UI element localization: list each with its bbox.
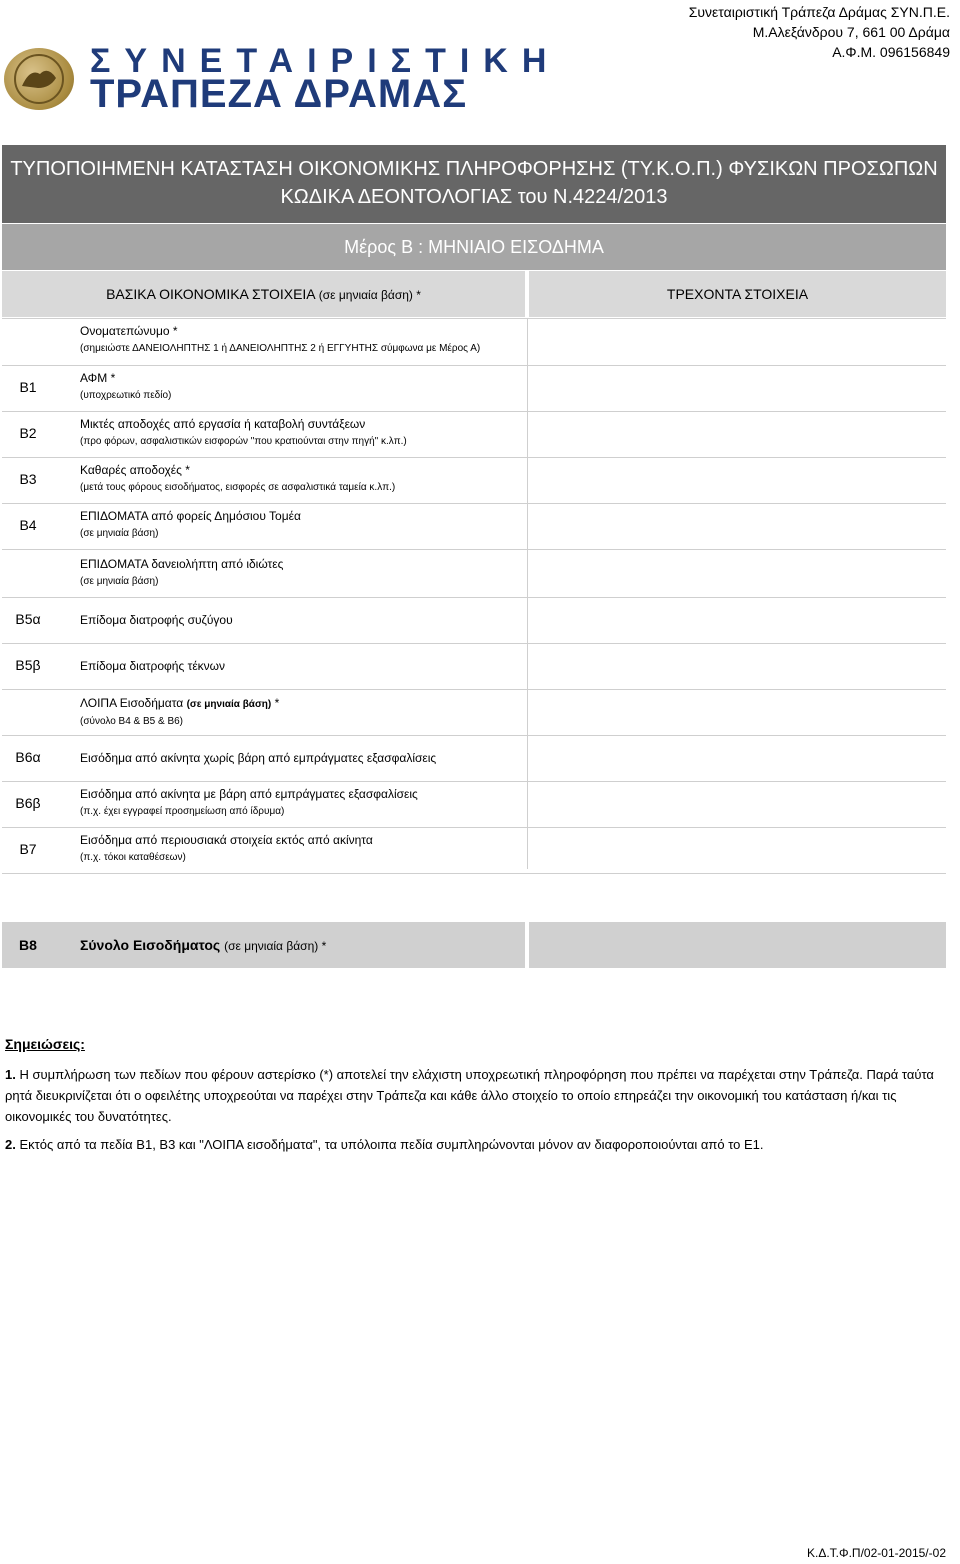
row-b7 (2, 827, 946, 874)
part-title: Μέρος Β : ΜΗΝΙΑΙΟ ΕΙΣΟΔΗΜΑ (2, 224, 946, 270)
row-b2 (2, 411, 946, 458)
bank-info (689, 2, 950, 62)
b4-label: ΕΠΙΔΟΜΑΤΑ από φορείς Δημόσιου Τομέα (80, 509, 301, 523)
b1-sub: (υποχρεωτικό πεδίο) (80, 390, 172, 401)
b6a-label: Εισόδημα από ακίνητα χωρίς βάρη από εμπράγματες εξασφαλίσεις (80, 751, 437, 765)
header-basic-label: ΒΑΣΙΚΑ ΟΙΚΟΝΟΜΙΚΑ ΣΤΟΙΧΕΙΑ (106, 286, 315, 302)
b5b-label: Επίδομα διατροφής τέκνων (80, 659, 226, 673)
note-1-text: Η συμπλήρωση των πεδίων που φέρουν αστερίσκο (*) αποτελεί την ελάχιστη υποχρεωτική πληροφόρηση που πρέπει να παρέχεται στην Τράπεζα. Παρά ταύτα ρητά διευκρινίζεται ότι ο οφειλέτης υποχρεούται να παρέχει στην Τράπεζα και κάθε άλλο στοιχείο το οποίο επηρεάζει την οικονομική του κατάσταση ή/και τις οικονομικές του δυνατότητες. (5, 1067, 934, 1124)
logo-text-bottom: ΤΡΑΠΕΖΑ ΔΡΑΜΑΣ (90, 72, 468, 116)
code-b8: Β8 (19, 937, 37, 953)
row-other-income (2, 689, 946, 736)
private-label: ΕΠΙΔΟΜΑΤΑ δανειολήπτη από ιδιώτες (80, 557, 284, 571)
code-b6b: Β6β (15, 795, 41, 811)
b4-sub: (σε μηνιαία βάση) (80, 528, 159, 539)
code-b6a: Β6α (15, 749, 41, 765)
row-b4 (2, 503, 946, 550)
bank-name: Συνεταιριστική Τράπεζα Δράμας ΣΥΝ.Π.Ε. (688, 4, 950, 20)
b6b-label: Εισόδημα από ακίνητα με βάρη από εμπράγματες εξασφαλίσεις (80, 787, 418, 801)
total-row (2, 922, 525, 968)
form-code: Κ.Δ.Τ.Φ.Π/02-01-2015/-02 (806, 1546, 946, 1560)
form-title (2, 145, 946, 223)
row-b5b (2, 643, 946, 690)
row-b5a (2, 597, 946, 644)
name-label: Ονοματεπώνυμο * (80, 324, 178, 338)
row-private-benefits (2, 549, 946, 598)
code-b7: Β7 (19, 841, 37, 857)
total-note: (σε μηνιαία βάση) * (224, 939, 327, 953)
row-b1 (2, 365, 946, 412)
b7-sub: (π.χ. τόκοι καταθέσεων) (80, 852, 186, 863)
b1-label: ΑΦΜ * (80, 371, 116, 385)
other-label-line (80, 695, 279, 713)
other-star: * (271, 696, 280, 710)
note-2-number: 2. (5, 1137, 16, 1152)
form-title-line2: ΚΩΔΙΚΑ ΔΕΟΝΤΟΛΟΓΙΑΣ του Ν.4224/2013 (280, 186, 668, 208)
code-b2: Β2 (19, 425, 37, 441)
b2-label: Μικτές αποδοχές από εργασία ή καταβολή συντάξεων (80, 417, 366, 431)
name-sub: (σημειώστε ΔΑΝΕΙΟΛΗΠΤΗΣ 1 ή ΔΑΝΕΙΟΛΗΠΤΗΣ 2 ή ΕΓΓΥΗΤΗΣ σύμφωνα με Μέρος Α) (80, 343, 481, 354)
row-b6b (2, 781, 946, 828)
code-b4: Β4 (19, 517, 37, 533)
note-2 (5, 1134, 935, 1155)
header-basic-data (2, 271, 525, 317)
notes-title: Σημειώσεις: (5, 1036, 85, 1052)
code-b1: Β1 (19, 379, 37, 395)
row-b6a (2, 735, 946, 782)
total-value-field[interactable] (529, 922, 946, 968)
logo-text-top: ΣΥΝΕΤΑΙΡΙΣΤΙΚΗ (90, 42, 561, 80)
bank-vat: Α.Φ.Μ. 096156849 (832, 44, 950, 60)
private-sub: (σε μηνιαία βάση) (80, 576, 159, 587)
income-table (2, 318, 946, 919)
code-b3: Β3 (19, 471, 37, 487)
note-1-number: 1. (5, 1067, 16, 1082)
code-b5a: Β5α (15, 611, 41, 627)
other-bold: (σε μηνιαία βάση) (186, 699, 272, 710)
b7-label: Εισόδημα από περιουσιακά στοιχεία εκτός από ακίνητα (80, 833, 373, 847)
other-label: ΛΟΙΠΑ Εισοδήματα (80, 696, 184, 710)
b5a-label: Επίδομα διατροφής συζύγου (80, 613, 233, 627)
b6b-sub: (π.χ. έχει εγγραφεί προσημείωση από ίδρυμα) (80, 806, 285, 817)
total-label: Σύνολο Εισοδήματος (80, 937, 221, 953)
row-b3 (2, 457, 946, 504)
other-sub: (σύνολο Β4 & Β5 & Β6) (80, 716, 184, 727)
row-name (2, 319, 946, 366)
note-2-text: Εκτός από τα πεδία Β1, Β3 και "ΛΟΙΠΑ εισοδήματα", τα υπόλοιπα πεδία συμπληρώνονται μόνον αν διαφοροποιούνται από το Ε1. (15, 1137, 764, 1152)
header-basic-note: (σε μηνιαία βάση) * (318, 288, 421, 302)
header-current-data: ΤΡΕΧΟΝΤΑ ΣΤΟΙΧΕΙΑ (529, 271, 946, 317)
b3-sub: (μετά τους φόρους εισοδήματος, εισφορές σε ασφαλιστικά ταμεία κ.λπ.) (80, 482, 396, 493)
form-title-line1: ΤΥΠΟΠΟΙΗΜΕΝΗ ΚΑΤΑΣΤΑΣΗ ΟΙΚΟΝΟΜΙΚΗΣ ΠΛΗΡΟΦΟΡΗΣΗΣ (ΤΥ.Κ.Ο.Π.) ΦΥΣΙΚΩΝ ΠΡΟΣΩΠΩΝ (10, 158, 938, 180)
coin-logo-icon (4, 48, 74, 110)
bank-address: Μ.Αλεξάνδρου 7, 661 00 Δράμα (752, 24, 950, 40)
code-b5b: Β5β (15, 657, 41, 673)
note-1 (5, 1064, 935, 1127)
b3-label: Καθαρές αποδοχές * (80, 463, 190, 477)
b2-sub: (προ φόρων, ασφαλιστικών εισφορών "που κρατιούνται στην πηγή" κ.λπ.) (80, 436, 407, 447)
